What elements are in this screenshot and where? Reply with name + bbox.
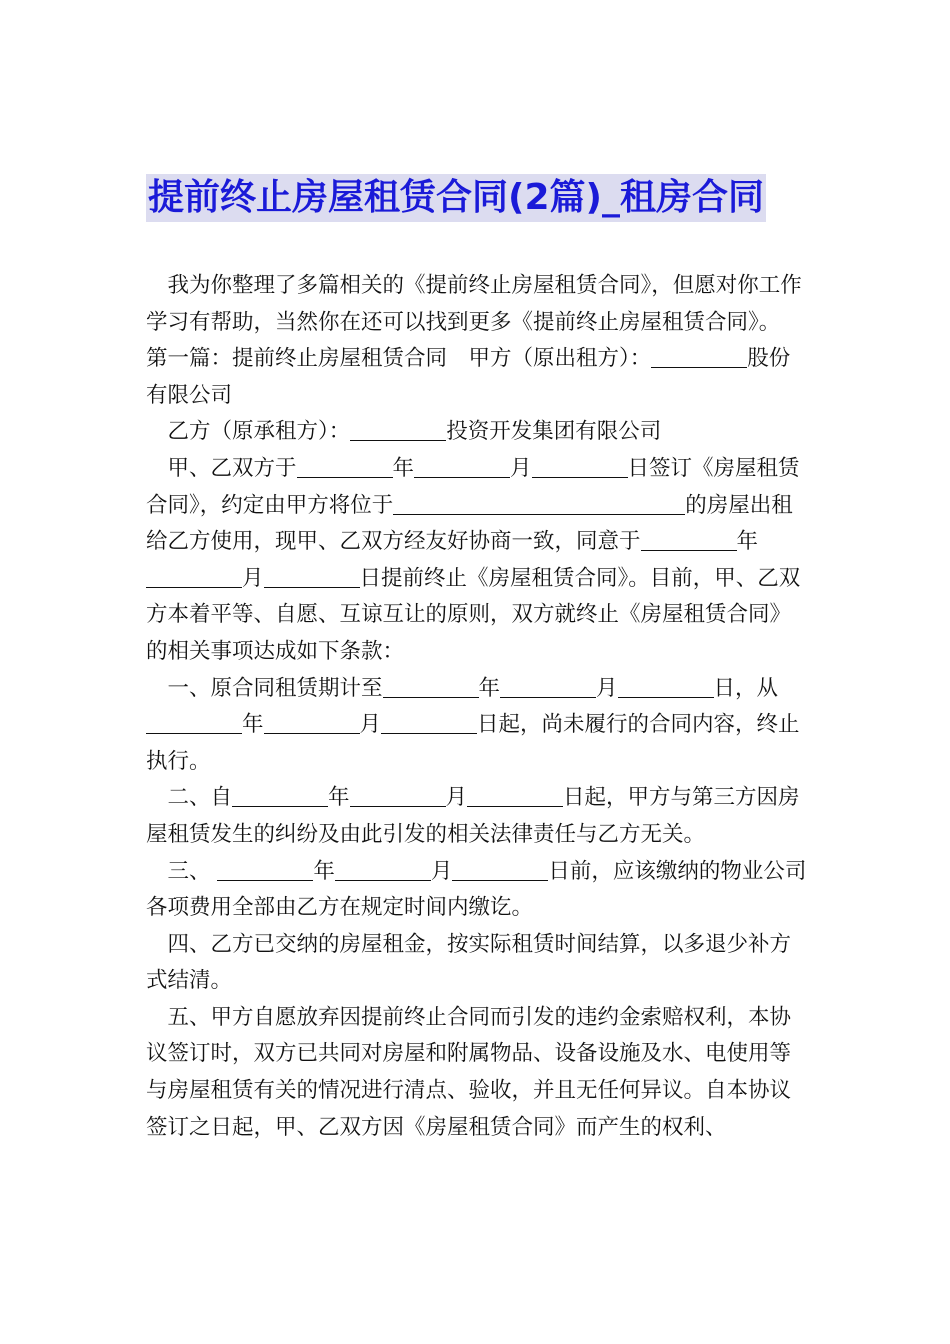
blank-line <box>146 711 242 734</box>
blank-line <box>146 565 242 588</box>
text-run: 年 <box>313 858 335 884</box>
text-run: 月 <box>242 565 264 591</box>
text-run: 年 <box>242 712 264 738</box>
text-run: 日起，尚未履行的合同内容，终止执行。 <box>146 712 800 774</box>
blank-line <box>217 858 313 881</box>
text-run: 一、原合同租赁期计至 <box>167 675 383 701</box>
blank-line <box>335 858 431 881</box>
blank-line <box>350 784 446 807</box>
text-run: 月 <box>430 858 453 884</box>
text-run: 月 <box>445 785 468 811</box>
party-b-suffix: 投资开发集团有限公司 <box>446 419 662 445</box>
blank-line <box>381 711 477 734</box>
text-run: 日，从 <box>713 675 779 701</box>
text-run: 月 <box>510 455 532 481</box>
text-run: 二、自 <box>167 785 233 811</box>
text-run: 日提前终止《房屋租赁合同》。目前，甲、乙双方本着平等、自愿、互谅互让的原则，双方就终止《房屋租赁合同》的相关事项达成如下条款： <box>146 565 801 664</box>
text-run: 三、 <box>167 858 211 884</box>
intro-text: 我为你整理了多篇相关的《提前终止房屋租赁合同》，但愿对你工作学习有帮助，当然你在还可以找到更多《提前终止房屋租赁合同》。 <box>146 273 802 335</box>
paragraph-agreement <box>146 451 808 671</box>
document-title: 提前终止房屋租赁合同(2篇)_租房合同 <box>146 174 766 222</box>
blank-line <box>350 418 446 441</box>
blank-line <box>232 784 328 807</box>
text-run: 五、甲方自愿放弃因提前终止合同而引发的违约金索赔权利，本协议签订时，双方已共同对房屋和附属物品、设备设施及水、电使用等与房屋租赁有关的情况进行清点、验收，并且无任何异议。自本协议签订之日起，甲、乙双方因《房屋租赁合同》而产生的权利、 <box>146 1004 792 1140</box>
text-run: 年 <box>736 529 759 555</box>
blank-line <box>264 711 360 734</box>
title-area <box>146 174 806 224</box>
clause-4 <box>146 927 808 1000</box>
party-b-label: 乙方（原承租方）： <box>167 419 351 445</box>
clause-2 <box>146 780 808 853</box>
text-run: 年 <box>478 675 501 701</box>
blank-line <box>641 528 737 551</box>
clause-3 <box>146 854 808 927</box>
text-run: 月 <box>596 675 618 701</box>
text-run: 的房屋出租给乙方使用，现甲、乙双方经友好协商一致，同意于 <box>146 492 793 555</box>
blank-line <box>414 455 510 478</box>
clause-5 <box>146 1000 808 1146</box>
blank-line <box>618 675 714 698</box>
paragraph-party-a <box>146 341 808 414</box>
blank-line <box>297 455 393 478</box>
blank-line <box>500 675 596 698</box>
blank-line <box>393 492 685 515</box>
blank-line <box>383 675 479 698</box>
blank-line <box>467 784 563 807</box>
text-run: 月 <box>359 712 382 738</box>
party-a-label: 第一篇：提前终止房屋租赁合同 甲方（原出租方）： <box>146 346 652 372</box>
blank-line <box>452 858 548 881</box>
blank-line <box>651 345 747 368</box>
text-run: 四、乙方已交纳的房屋租金，按实际租赁时间结算，以多退少补方式结清。 <box>146 931 792 994</box>
text-run: 日签订《房屋租赁合同》，约定由甲方将位于 <box>146 455 800 518</box>
text-run: 年 <box>392 455 415 481</box>
blank-line <box>532 455 628 478</box>
blank-line <box>264 565 360 588</box>
text-run: 日起，甲方与第三方因房屋租赁发生的纠纷及由此引发的相关法律责任与乙方无关。 <box>146 785 800 847</box>
text-run: 甲、乙双方于 <box>167 455 297 481</box>
paragraph-party-b <box>146 414 808 451</box>
document-body <box>146 268 808 1146</box>
party-a-suffix: 股份有限公司 <box>146 346 791 408</box>
text-run: 年 <box>328 785 350 811</box>
clause-1 <box>146 671 808 781</box>
intro-paragraph <box>146 268 808 341</box>
text-run: 日前，应该缴纳的物业公司各项费用全部由乙方在规定时间内缴讫。 <box>146 858 807 921</box>
